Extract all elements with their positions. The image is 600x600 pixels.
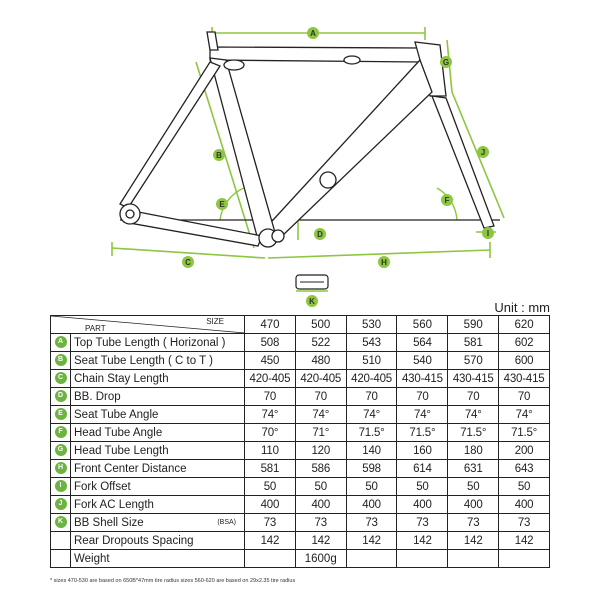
table-cell: 540 [397,352,448,370]
table-cell: 600 [499,352,550,370]
row-marker [51,406,71,424]
size-header: 560 [397,316,448,334]
table-cell: 450 [245,352,296,370]
dimension-letter: A [310,29,316,38]
row-label-cell [71,514,245,532]
marker-badge: K [55,516,67,528]
dimension-letter: J [480,148,486,157]
marker-badge: J [55,498,67,510]
table-row [51,496,550,514]
table-cell: 50 [499,478,550,496]
row-label: Seat Tube Length ( C to T ) [74,354,213,367]
dimension-badge-a [307,27,319,39]
header-part: PART [85,324,106,333]
table-cell: 400 [448,496,499,514]
table-cell: 110 [245,442,296,460]
dimension-letter: H [381,258,387,267]
dimension-c [112,242,265,258]
dimension-badge-i [482,227,494,239]
row-marker [51,460,71,478]
table-row [51,334,550,352]
table-cell: 120 [295,442,346,460]
table-row [51,460,550,478]
table-cell: 400 [346,496,397,514]
row-label: Chain Stay Length [74,372,169,385]
table-cell: 508 [245,334,296,352]
table-cell: 71° [295,424,346,442]
table-cell: 70 [245,388,296,406]
table-cell: 70 [346,388,397,406]
table-cell: 142 [448,532,499,550]
table-cell: 142 [397,532,448,550]
table-row [51,352,550,370]
table-cell: 73 [346,514,397,532]
table-cell: 400 [397,496,448,514]
table-cell: 581 [448,334,499,352]
table-cell: 522 [295,334,346,352]
table-cell: 73 [397,514,448,532]
table-cell: 70 [499,388,550,406]
row-marker [51,352,71,370]
dimension-letter: I [486,229,490,238]
row-marker [51,514,71,532]
dimension-badge-b [213,149,225,161]
row-marker [51,550,71,568]
size-header: 590 [448,316,499,334]
dimension-letter: G [442,58,450,67]
table-cell: 160 [397,442,448,460]
table-row [51,406,550,424]
row-marker [51,442,71,460]
dimension-letter: C [185,258,191,267]
table-cell: 70 [397,388,448,406]
table-cell [448,550,499,568]
table-cell: 480 [295,352,346,370]
table-cell: 142 [245,532,296,550]
row-marker [51,496,71,514]
table-cell: 74° [397,406,448,424]
row-label-cell [71,334,245,352]
dimension-badge-e [216,198,228,210]
marker-badge: I [55,480,67,492]
marker-badge: F [55,426,67,438]
table-cell: 420-405 [245,370,296,388]
part-size-header [51,316,245,334]
table-cell: 70 [448,388,499,406]
table-cell: 430-415 [397,370,448,388]
marker-badge: E [55,408,67,420]
table-cell: 71.5° [397,424,448,442]
table-cell: 586 [295,460,346,478]
table-row [51,478,550,496]
table-row [51,370,550,388]
size-header: 470 [245,316,296,334]
table-cell: 74° [295,406,346,424]
dimension-letter: K [309,297,315,306]
row-label-cell [71,532,245,550]
table-cell [397,550,448,568]
table-cell: 74° [448,406,499,424]
table-cell [499,550,550,568]
table-row [51,388,550,406]
unit-label: Unit : mm [494,300,550,315]
row-label: BB. Drop [74,390,121,403]
row-marker [51,334,71,352]
size-header: 500 [295,316,346,334]
bicycle-frame [120,32,494,247]
dimension-badge-c [182,256,194,268]
row-label-cell [71,460,245,478]
row-label-cell [71,478,245,496]
row-label-cell [71,388,245,406]
table-cell: 564 [397,334,448,352]
table-cell: 430-415 [499,370,550,388]
marker-badge: H [55,462,67,474]
table-cell: 71.5° [346,424,397,442]
table-row [51,442,550,460]
row-label: Fork AC Length [74,498,154,511]
table-cell: 74° [245,406,296,424]
row-label: Fork Offset [74,480,131,493]
table-cell: 400 [499,496,550,514]
table-row [51,514,550,532]
header-size: SIZE [206,317,224,326]
table-cell: 614 [397,460,448,478]
dimension-letter: F [444,196,450,205]
row-label-cell [71,442,245,460]
table-cell: 50 [245,478,296,496]
weight-value: 1600g [295,550,346,568]
table-header-row [51,316,550,334]
dimension-badge-h [378,256,390,268]
dimension-letter: E [219,200,225,209]
row-label: Head Tube Angle [74,426,163,439]
table-row-weight [51,550,550,568]
row-label-cell [71,370,245,388]
table-cell: 581 [245,460,296,478]
dimension-badge-j [477,146,489,158]
geometry-table [50,315,550,568]
table-cell: 180 [448,442,499,460]
table-cell: 142 [499,532,550,550]
table-cell [346,550,397,568]
table-cell: 420-405 [346,370,397,388]
table-cell: 142 [346,532,397,550]
dimension-badge-d [314,228,326,240]
table-cell: 50 [397,478,448,496]
table-cell: 643 [499,460,550,478]
size-header: 620 [499,316,550,334]
marker-badge: B [55,354,67,366]
marker-badge: A [55,336,67,348]
row-marker [51,370,71,388]
dimension-badge-f [441,194,453,206]
table-cell: 570 [448,352,499,370]
table-cell: 50 [346,478,397,496]
table-cell: 631 [448,460,499,478]
table-cell: 73 [499,514,550,532]
table-cell: 73 [295,514,346,532]
table-row [51,532,550,550]
table-cell: 74° [346,406,397,424]
row-label: BB Shell Size [74,516,144,529]
row-label: Seat Tube Angle [74,408,159,421]
table-cell: 73 [245,514,296,532]
row-label-cell [71,406,245,424]
dimension-badge-g [440,56,452,68]
table-cell: 50 [448,478,499,496]
row-marker [51,478,71,496]
row-label: Front Center Distance [74,462,187,475]
table-cell: 543 [346,334,397,352]
table-row [51,424,550,442]
dimension-letter: D [317,230,323,239]
table-cell: 71.5° [448,424,499,442]
row-label-cell [71,352,245,370]
table-cell: 400 [295,496,346,514]
table-cell: 74° [499,406,550,424]
table-cell: 510 [346,352,397,370]
table-cell [245,550,296,568]
table-cell: 598 [346,460,397,478]
table-cell: 430-415 [448,370,499,388]
table-cell: 71.5° [499,424,550,442]
table-cell: 140 [346,442,397,460]
dimension-h [268,242,490,258]
table-cell: 70° [245,424,296,442]
row-marker [51,424,71,442]
row-label: Rear Dropouts Spacing [74,534,194,547]
footnote: * sizes 470-530 are based on 650B*47mm tire radius sizes 560-620 are based on 29x2.35 tire radius [50,578,296,584]
table-cell: 200 [499,442,550,460]
size-header: 530 [346,316,397,334]
bb-shell-detail [296,275,328,291]
marker-badge: C [55,372,67,384]
row-label: Head Tube Length [74,444,169,457]
dimension-badge-k [306,295,318,307]
row-label: Top Tube Length ( Horizonal ) [74,336,226,349]
table-cell: 602 [499,334,550,352]
dimension-letter: B [216,151,222,160]
table-cell: 50 [295,478,346,496]
table-cell: 142 [295,532,346,550]
table-cell: 73 [448,514,499,532]
row-marker [51,532,71,550]
row-marker [51,388,71,406]
table-cell: 420-405 [295,370,346,388]
row-label-cell [71,496,245,514]
marker-badge: D [55,390,67,402]
weight-label: Weight [71,550,245,568]
table-cell: 70 [295,388,346,406]
marker-badge: G [55,444,67,456]
table-cell: 400 [245,496,296,514]
row-label-cell [71,424,245,442]
row-note: (BSA) [217,518,236,526]
